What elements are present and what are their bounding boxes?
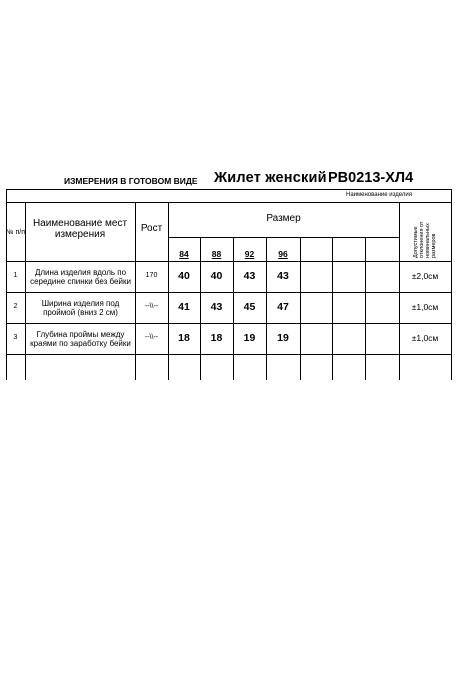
product-name: Жилет женский [214, 170, 327, 186]
col-divider-s5 [332, 237, 333, 380]
col-header-size: Размер [266, 213, 301, 225]
col-divider-s6 [365, 237, 366, 380]
col-divider-no [25, 202, 26, 380]
size-value: 43 [210, 301, 223, 314]
size-value: 18 [178, 332, 190, 345]
tolerance-value: ±1,0см [411, 332, 439, 343]
model-code: РВ0213-ХЛ4 [328, 170, 414, 186]
size-value: 19 [277, 332, 289, 345]
size-value: 45 [243, 301, 256, 314]
size-header: 92 [244, 249, 255, 260]
row-number: 1 [13, 272, 18, 280]
row-3-bottom-line [6, 354, 452, 355]
size-value: 18 [210, 332, 223, 345]
row-number: 3 [13, 334, 18, 342]
size-value: 40 [210, 270, 223, 283]
height-value: 170 [145, 272, 158, 280]
measurement-name: Глубина проймы между краями по заработку бейки [30, 329, 131, 348]
height-value: --\\-- [144, 303, 159, 311]
size-value: 43 [277, 270, 289, 283]
product-caption: Наименование изделия [346, 192, 412, 198]
grid-right-border [451, 189, 452, 380]
size-value: 47 [277, 301, 289, 314]
measurement-sheet [6, 168, 452, 380]
measurement-name: Ширина изделия под проймой (вниз 2 см) [41, 298, 120, 317]
header-underline [6, 189, 452, 190]
size-value: 40 [178, 270, 190, 283]
col-header-tolerance: Допустимые отклонения от номинальных размеров [413, 221, 438, 258]
col-header-name: Наименование мест измерения [32, 217, 128, 240]
grid-top-line [6, 202, 452, 203]
col-divider-s4 [300, 237, 301, 380]
size-value: 43 [243, 270, 256, 283]
tolerance-value: ±2,0см [411, 270, 439, 281]
size-header: 96 [278, 249, 288, 260]
col-header-height: Рост [140, 223, 163, 235]
col-header-no: № п/п [6, 228, 25, 236]
sheet-title: ИЗМЕРЕНИЯ В ГОТОВОМ ВИДЕ [64, 176, 198, 186]
measurement-name: Длина изделия вдоль по середине спинки без бейки [30, 267, 131, 286]
size-value: 41 [178, 301, 190, 314]
size-header: 84 [179, 249, 189, 260]
tolerance-value: ±1,0см [411, 301, 439, 312]
height-value: --\\-- [144, 334, 159, 342]
row-number: 2 [13, 303, 18, 311]
size-header: 88 [211, 249, 222, 260]
size-value: 19 [243, 332, 256, 345]
